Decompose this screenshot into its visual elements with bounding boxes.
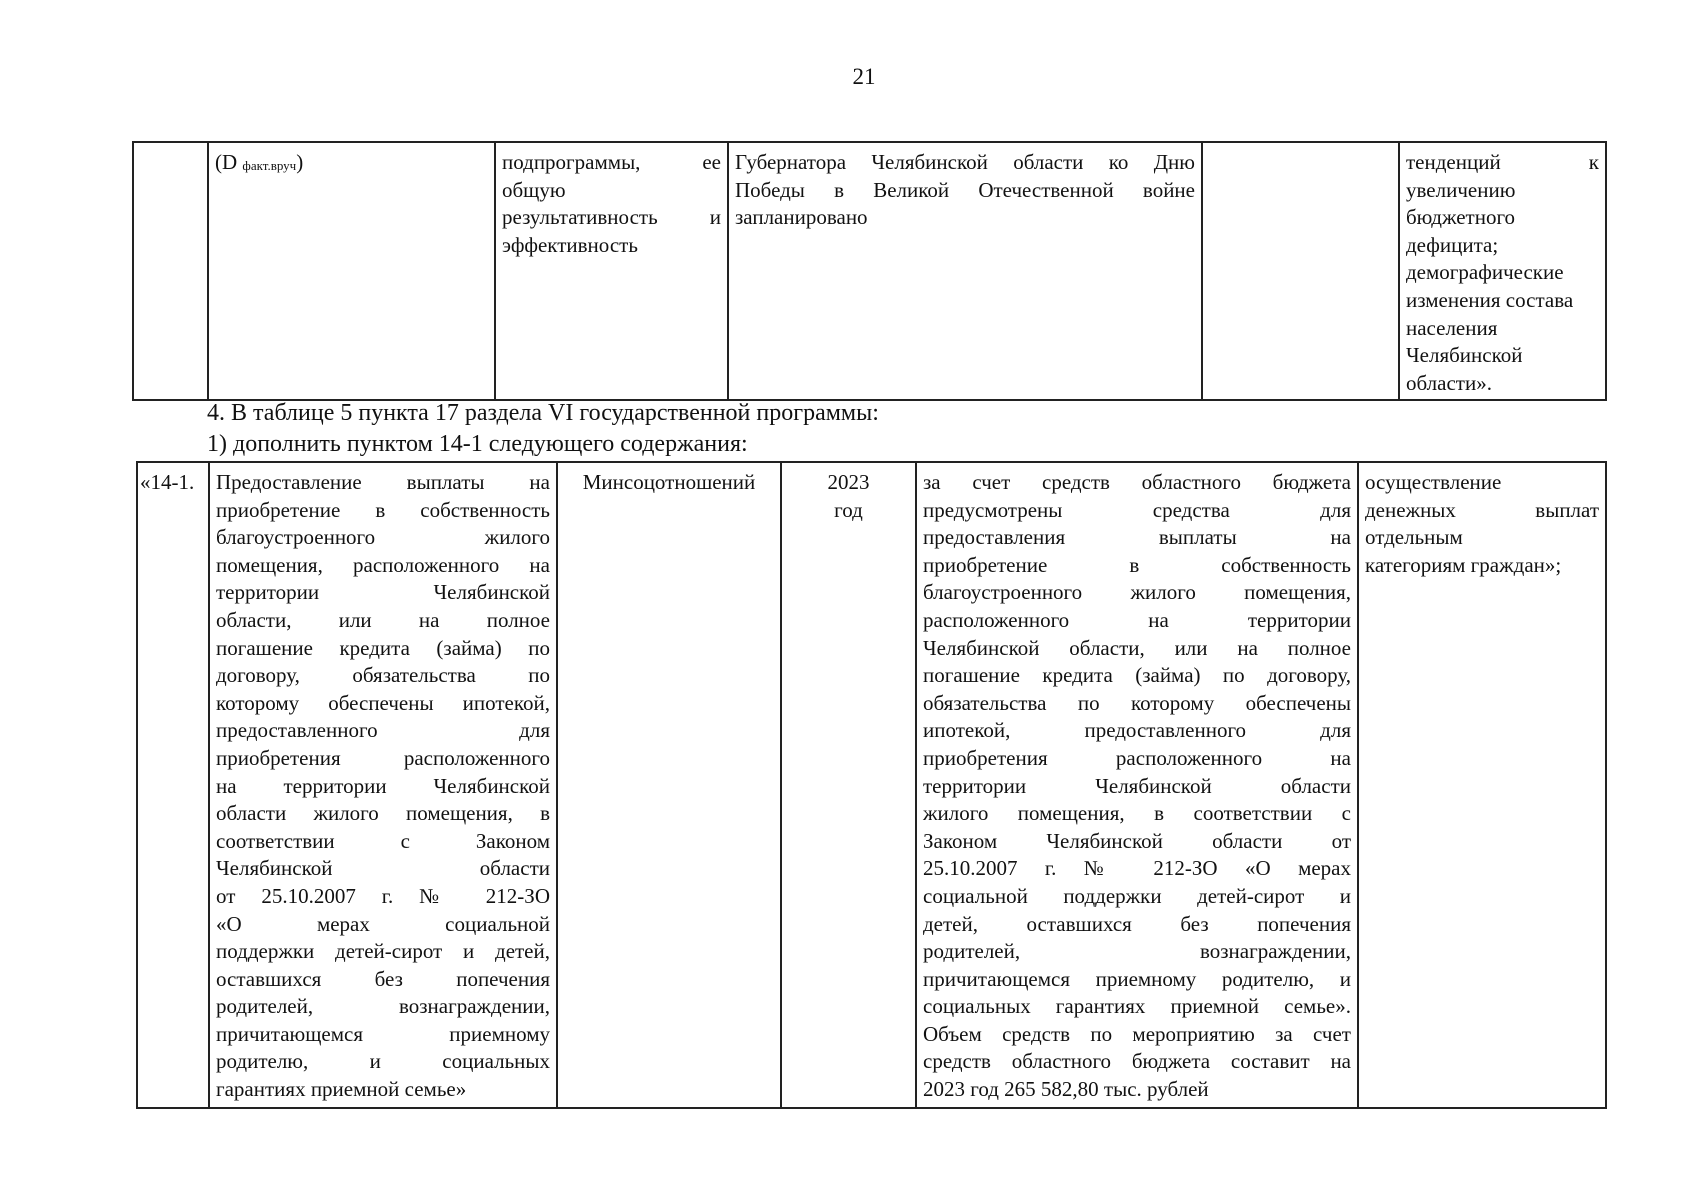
measure-line: причитающемся приемному (216, 1021, 550, 1046)
criteria-cell (495, 142, 728, 400)
description-line: погашение кредита (займа) по договору, (923, 663, 1351, 688)
description-line: предоставления выплаты на (923, 525, 1351, 550)
description-line: обязательства по которому обеспечены (923, 690, 1351, 715)
result-line: осуществление (1365, 470, 1502, 494)
description-line: территории Челябинской области (923, 773, 1351, 798)
risks-line: бюджетного (1406, 205, 1516, 230)
measure-line: благоустроенного жилого (216, 525, 550, 550)
measure-line: родителю, и социальных (216, 1049, 550, 1074)
description-line: запланировано (735, 205, 868, 230)
result-line: категориям граждан»; (1365, 552, 1562, 577)
top-table (132, 141, 1607, 401)
year-value: 2023 (827, 470, 870, 494)
measure-line: гарантиях приемной семье» (216, 1077, 467, 1102)
risks-line: Челябинской (1406, 343, 1523, 368)
measure-line: Челябинской области (216, 856, 550, 881)
description-line: приобретение в собственность (923, 552, 1351, 577)
measure-line: приобретение в собственность (216, 497, 550, 522)
risks-line: тенденций к (1406, 150, 1599, 174)
measure-line: предоставленного для (216, 718, 550, 743)
risks-line: области». (1406, 370, 1492, 395)
indicator-symbol: (D (215, 150, 238, 174)
criteria-line: результативность и (502, 205, 721, 230)
description-line: Законом Челябинской области от (923, 828, 1351, 853)
description-line: социальных гарантиях приемной семье». (923, 994, 1351, 1019)
result-line: отдельным (1365, 525, 1463, 550)
executor-cell: Минсоцотношений (557, 462, 781, 1108)
description-line: средств областного бюджета составит на (923, 1049, 1351, 1074)
year-cell (781, 462, 916, 1108)
table-row (137, 462, 1606, 1108)
description-line: 25.10.2007 г. № 212-ЗО «О мерах (923, 856, 1351, 881)
risks-line: демографические (1406, 260, 1564, 285)
item-number-cell: «14-1. (137, 462, 209, 1108)
page-number: 21 (852, 64, 876, 89)
table-row (133, 142, 1606, 400)
description-line: детей, оставшихся без попечения (923, 911, 1351, 936)
description-line: благоустроенного жилого помещения, (923, 580, 1351, 605)
description-line: Губернатора Челябинской области ко Дню (735, 150, 1195, 174)
measure-line: поддержки детей-сирот и детей, (216, 939, 550, 964)
criteria-line: общую (502, 177, 566, 202)
description-line: Объем средств по мероприятию за счет (923, 1021, 1351, 1046)
measure-line: Предоставление выплаты на (216, 470, 550, 494)
measure-line: которому обеспечены ипотекой, (216, 690, 550, 715)
number-cell (133, 142, 208, 400)
risks-line: населения (1406, 315, 1498, 340)
measure-line: области жилого помещения, в (216, 801, 550, 826)
description-line: предусмотрены средства для (923, 497, 1351, 522)
measure-line: помещения, расположенного на (216, 552, 550, 577)
result-line: денежных выплат (1365, 497, 1599, 522)
risks-cell (1399, 142, 1606, 400)
measure-line: «О мерах социальной (216, 911, 550, 936)
indicator-cell (208, 142, 495, 400)
result-cell (1358, 462, 1606, 1108)
description-line: расположенного на территории (923, 607, 1351, 632)
measure-line: области, или на полное (216, 607, 550, 632)
description-line: причитающемся приемному родителю, и (923, 966, 1351, 991)
measure-line: от 25.10.2007 г. № 212-ЗО (216, 883, 550, 908)
measure-line: родителей, вознаграждении, (216, 994, 550, 1019)
risks-line: увеличению (1406, 177, 1516, 202)
description-line: за счет средств областного бюджета (923, 470, 1351, 494)
risks-line: изменения состава (1406, 287, 1574, 312)
measure-line: соответствии с Законом (216, 828, 550, 853)
description-line: ипотекой, предоставленного для (923, 718, 1351, 743)
indicator-subscript: факт.вруч (242, 158, 297, 173)
measure-line: договору, обязательства по (216, 663, 550, 688)
description-line: родителей, вознаграждении, (923, 939, 1351, 964)
measure-line: приобретения расположенного (216, 745, 550, 770)
measure-cell (209, 462, 557, 1108)
indicator-close: ) (296, 150, 304, 174)
criteria-line: подпрограммы, ее (502, 150, 721, 174)
description-cell (728, 142, 1202, 400)
risks-line: дефицита; (1406, 232, 1499, 257)
description-line: приобретения расположенного на (923, 745, 1351, 770)
measure-line: погашение кредита (займа) по (216, 635, 550, 660)
criteria-line: эффективность (502, 232, 638, 257)
paragraph-4: 4. В таблице 5 пункта 17 раздела VI государственной программы: (207, 400, 879, 426)
measure-line: на территории Челябинской (216, 773, 550, 798)
measure-line: оставшихся без попечения (216, 966, 550, 991)
measure-line: территории Челябинской (216, 580, 550, 605)
description-line: жилого помещения, в соответствии с (923, 801, 1351, 826)
description-line: Победы в Великой Отечественной войне (735, 177, 1195, 202)
description-line: 2023 год 265 582,80 тыс. рублей (923, 1077, 1209, 1102)
bottom-table (136, 461, 1607, 1109)
paragraph-1: 1) дополнить пунктом 14-1 следующего содержания: (207, 431, 748, 457)
empty-cell (1202, 142, 1399, 400)
description-line: Челябинской области, или на полное (923, 635, 1351, 660)
description-line: социальной поддержки детей-сирот и (923, 883, 1351, 908)
year-unit: год (834, 497, 863, 522)
description-cell (916, 462, 1358, 1108)
